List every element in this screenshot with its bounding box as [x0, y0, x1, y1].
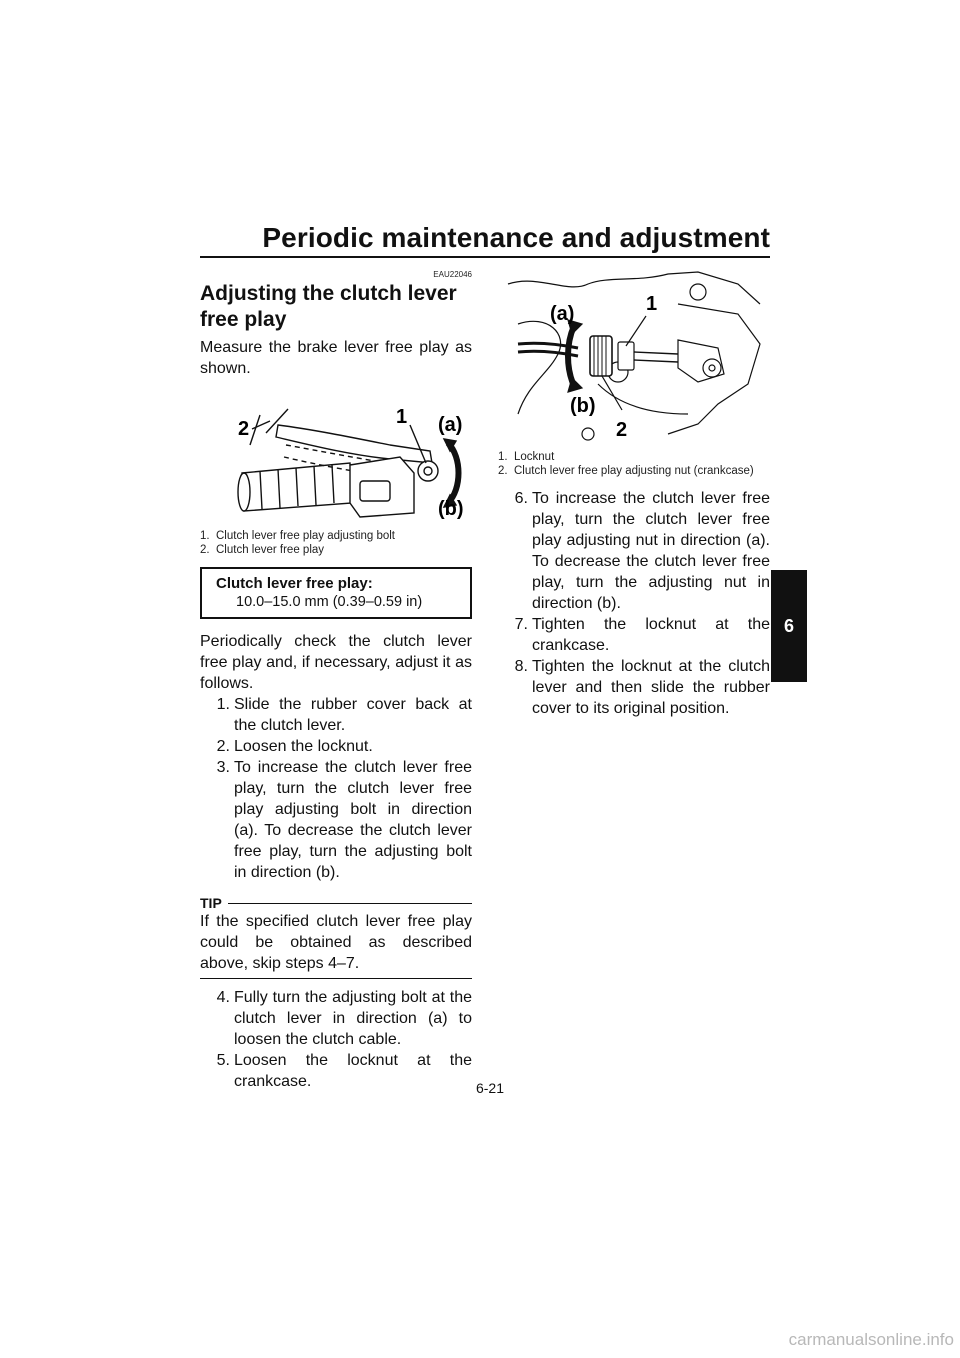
fig1-callout-2: 2 [238, 418, 250, 440]
crankcase-adjuster-illustration [498, 264, 770, 446]
spec-label: Clutch lever free play: [216, 575, 373, 592]
crankcase-figure [498, 264, 770, 446]
clutch-lever-illustration [200, 385, 472, 525]
spec-value: 10.0–15.0 mm (0.39–0.59 in) [236, 594, 423, 610]
caption-item: 2. Clutch lever free play [200, 544, 325, 556]
fig2-callout-1: 1 [646, 293, 658, 315]
step-item: 2. Loosen the locknut. [216, 738, 373, 755]
step-item: 5. Loosen the locknut at the crankcase. [216, 1052, 472, 1090]
step-item: 8. Tighten the locknut at the clutch lever and then slide the rubber cover to its original position. [514, 658, 770, 717]
section-title: Adjusting the clutch lever free play [200, 282, 457, 331]
left-column [200, 270, 472, 1092]
check-text: Periodically check the clutch lever free play and, if necessary, adjust it as follows. [200, 633, 472, 692]
clutch-lever-figure [200, 385, 472, 525]
fig1-callout-b: (b) [438, 498, 464, 520]
fig1-callout-a: (a) [438, 414, 463, 436]
spec-box [200, 567, 472, 619]
section-code: EAU22046 [433, 270, 472, 279]
right-column [498, 270, 770, 719]
figure2-captions [498, 450, 770, 478]
fig2-callout-2: 2 [616, 419, 628, 441]
step-item: 6. To increase the clutch lever free play, turn the clutch lever free play adjusting nut in direction (a). To decrease the clutch lever free play, turn the adjusting nut in direction (b). [514, 490, 770, 612]
figure1-captions [200, 529, 472, 557]
step-item: 1. Slide the rubber cover back at the clutch lever. [216, 696, 472, 734]
caption-item: 2. Clutch lever free play adjusting nut (crankcase) [498, 465, 754, 477]
fig2-callout-b: (b) [570, 395, 596, 417]
page-title: Periodic maintenance and adjustment [262, 222, 770, 253]
chapter-tab: 6 [771, 570, 807, 682]
step-item: 7. Tighten the locknut at the crankcase. [514, 616, 770, 654]
fig2-callout-a: (a) [550, 303, 575, 325]
page-header [200, 222, 770, 258]
fig1-callout-1: 1 [396, 406, 408, 428]
tip-box [200, 895, 472, 979]
steps-list-2 [200, 987, 472, 1092]
step-item: 3. To increase the clutch lever free play, turn the clutch lever free play adjusting bolt in direction (a). To decrease the clutch lever free play, turn the adjusting bolt in direction (b). [216, 759, 472, 881]
steps-list-1 [200, 694, 472, 883]
watermark: carmanualsonline.info [788, 1330, 954, 1349]
page-number: 6-21 [475, 1080, 505, 1096]
caption-item: 1. Clutch lever free play adjusting bolt [200, 530, 395, 542]
intro-text: Measure the brake lever free play as shown. [200, 339, 472, 377]
tip-heading: TIP [200, 895, 472, 911]
step-item: 4. Fully turn the adjusting bolt at the clutch lever in direction (a) to loosen the clutch cable. [216, 989, 472, 1048]
caption-item: 1. Locknut [498, 451, 555, 463]
tip-text: If the specified clutch lever free play could be obtained as described above, skip steps 4–7. [200, 911, 472, 979]
tip-rule [228, 903, 472, 904]
steps-list-3 [498, 488, 770, 719]
